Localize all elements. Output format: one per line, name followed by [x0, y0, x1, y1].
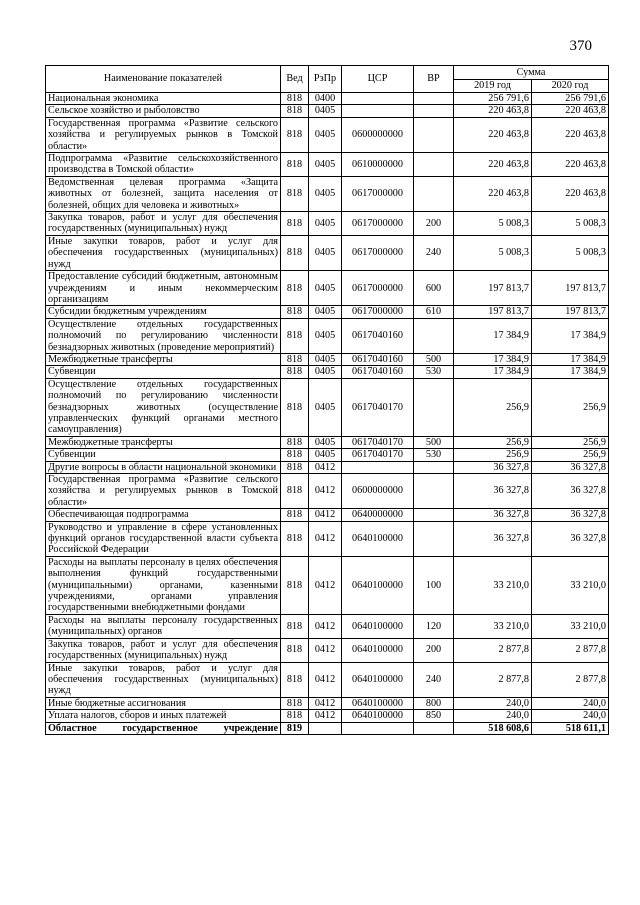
row-value-2020: 33 210,0 [532, 614, 609, 638]
row-value-2020: 17 384,9 [532, 366, 609, 378]
table-row [46, 521, 609, 556]
table-row [46, 436, 609, 448]
row-vr [414, 117, 454, 152]
table-row [46, 710, 609, 722]
table-row [46, 235, 609, 270]
row-ved: 818 [281, 235, 309, 270]
row-rzpr: 0412 [309, 638, 342, 662]
row-name: Закупка товаров, работ и услуг для обеспечения государственных (муниципальных) нужд [46, 638, 281, 662]
row-name: Иные закупки товаров, работ и услуг для обеспечения государственных (муниципальных) нужд [46, 235, 281, 270]
row-rzpr: 0412 [309, 521, 342, 556]
table-row [46, 271, 609, 306]
row-ved: 818 [281, 638, 309, 662]
row-rzpr: 0405 [309, 366, 342, 378]
row-csr: 0617000000 [342, 271, 414, 306]
row-name: Закупка товаров, работ и услуг для обеспечения государственных (муниципальных) нужд [46, 212, 281, 236]
row-csr: 0640100000 [342, 662, 414, 697]
row-ved: 818 [281, 509, 309, 521]
row-value-2020: 5 008,3 [532, 235, 609, 270]
table-row [46, 697, 609, 709]
row-csr: 0617040170 [342, 378, 414, 436]
row-name: Осуществление отдельных государственных полномочий по регулированию численности безнадзорных животных (проведение мероприятий) [46, 318, 281, 353]
row-rzpr: 0412 [309, 556, 342, 614]
row-csr: 0617000000 [342, 176, 414, 211]
row-vr: 600 [414, 271, 454, 306]
row-csr: 0617000000 [342, 235, 414, 270]
row-ved: 818 [281, 105, 309, 117]
row-vr [414, 509, 454, 521]
row-vr [414, 461, 454, 473]
header-2019: 2019 год [454, 80, 532, 93]
row-name: Расходы на выплаты персоналу государственных (муниципальных) органов [46, 614, 281, 638]
row-vr: 530 [414, 449, 454, 461]
row-name: Субвенции [46, 366, 281, 378]
row-value-2020: 197 813,7 [532, 306, 609, 318]
row-rzpr: 0412 [309, 509, 342, 521]
row-name: Иные закупки товаров, работ и услуг для обеспечения государственных (муниципальных) нужд [46, 662, 281, 697]
row-rzpr: 0405 [309, 235, 342, 270]
row-value-2019: 220 463,8 [454, 153, 532, 177]
table-row [46, 461, 609, 473]
row-value-2020: 220 463,8 [532, 117, 609, 152]
row-value-2019: 17 384,9 [454, 353, 532, 365]
row-vr: 500 [414, 436, 454, 448]
row-name: Государственная программа «Развитие сельского хозяйства и регулируемых рынков в Томской области» [46, 474, 281, 509]
row-csr: 0617000000 [342, 306, 414, 318]
row-name: Государственная программа «Развитие сельского хозяйства и регулируемых рынков в Томской области» [46, 117, 281, 152]
row-ved: 818 [281, 271, 309, 306]
table-row [46, 449, 609, 461]
row-value-2019: 36 327,8 [454, 461, 532, 473]
row-vr [414, 176, 454, 211]
row-vr: 100 [414, 556, 454, 614]
row-name: Субвенции [46, 449, 281, 461]
row-rzpr: 0405 [309, 153, 342, 177]
row-value-2020: 256 791,6 [532, 93, 609, 105]
row-ved: 818 [281, 710, 309, 722]
row-name: Подпрограмма «Развитие сельскохозяйственного производства в Томской области» [46, 153, 281, 177]
row-value-2019: 240,0 [454, 710, 532, 722]
row-value-2020: 17 384,9 [532, 353, 609, 365]
row-name: Межбюджетные трансферты [46, 436, 281, 448]
row-vr [414, 521, 454, 556]
row-ved: 819 [281, 722, 309, 734]
row-rzpr: 0405 [309, 176, 342, 211]
row-value-2020: 256,9 [532, 449, 609, 461]
table-row [46, 662, 609, 697]
row-value-2020: 256,9 [532, 436, 609, 448]
row-csr: 0617000000 [342, 212, 414, 236]
row-value-2019: 220 463,8 [454, 117, 532, 152]
row-ved: 818 [281, 318, 309, 353]
row-ved: 818 [281, 556, 309, 614]
row-value-2019: 36 327,8 [454, 474, 532, 509]
header-rzpr: РзПр [309, 66, 342, 93]
row-csr: 0617040170 [342, 436, 414, 448]
row-rzpr: 0405 [309, 212, 342, 236]
row-vr: 850 [414, 710, 454, 722]
row-csr: 0610000000 [342, 153, 414, 177]
row-name: Уплата налогов, сборов и иных платежей [46, 710, 281, 722]
row-vr: 240 [414, 235, 454, 270]
row-csr: 0640100000 [342, 697, 414, 709]
row-name: Предоставление субсидий бюджетным, автономным учреждениям и иным некоммерческим организациям [46, 271, 281, 306]
row-csr [342, 93, 414, 105]
table-row [46, 353, 609, 365]
page-number: 370 [569, 38, 592, 54]
row-value-2020: 240,0 [532, 697, 609, 709]
row-ved: 818 [281, 662, 309, 697]
table-row [46, 176, 609, 211]
row-vr: 530 [414, 366, 454, 378]
header-vr: ВР [414, 66, 454, 93]
row-value-2019: 36 327,8 [454, 521, 532, 556]
row-rzpr: 0412 [309, 697, 342, 709]
row-value-2019: 256,9 [454, 378, 532, 436]
row-vr [414, 722, 454, 734]
row-vr [414, 93, 454, 105]
row-vr [414, 378, 454, 436]
row-vr: 200 [414, 638, 454, 662]
row-name: Другие вопросы в области национальной экономики [46, 461, 281, 473]
row-ved: 818 [281, 366, 309, 378]
row-ved: 818 [281, 474, 309, 509]
header-sum: Сумма [454, 66, 609, 80]
header-csr: ЦСР [342, 66, 414, 93]
row-rzpr: 0405 [309, 449, 342, 461]
header-2020: 2020 год [532, 80, 609, 93]
table-row [46, 638, 609, 662]
row-value-2019: 197 813,7 [454, 306, 532, 318]
row-ved: 818 [281, 521, 309, 556]
row-name: Сельское хозяйство и рыболовство [46, 105, 281, 117]
row-value-2020: 17 384,9 [532, 318, 609, 353]
row-value-2019: 5 008,3 [454, 235, 532, 270]
row-value-2020: 220 463,8 [532, 105, 609, 117]
row-value-2019: 518 608,6 [454, 722, 532, 734]
row-value-2020: 33 210,0 [532, 556, 609, 614]
row-vr [414, 153, 454, 177]
row-ved: 818 [281, 697, 309, 709]
budget-table [45, 65, 609, 735]
row-value-2020: 240,0 [532, 710, 609, 722]
row-csr: 0640100000 [342, 710, 414, 722]
row-name: Областное государственное учреждение [46, 722, 281, 734]
row-value-2020: 2 877,8 [532, 638, 609, 662]
row-value-2020: 220 463,8 [532, 153, 609, 177]
row-rzpr: 0405 [309, 117, 342, 152]
row-value-2020: 36 327,8 [532, 509, 609, 521]
table-row [46, 318, 609, 353]
row-csr: 0617040170 [342, 449, 414, 461]
row-rzpr: 0405 [309, 353, 342, 365]
row-name: Субсидии бюджетным учреждениям [46, 306, 281, 318]
row-vr: 200 [414, 212, 454, 236]
row-csr: 0640100000 [342, 614, 414, 638]
row-value-2020: 2 877,8 [532, 662, 609, 697]
table-row [46, 378, 609, 436]
row-rzpr: 0412 [309, 614, 342, 638]
row-value-2019: 256,9 [454, 449, 532, 461]
row-value-2019: 5 008,3 [454, 212, 532, 236]
table-row [46, 117, 609, 152]
row-value-2019: 33 210,0 [454, 556, 532, 614]
row-csr [342, 722, 414, 734]
table-row [46, 722, 609, 734]
row-ved: 818 [281, 93, 309, 105]
table-row [46, 614, 609, 638]
row-csr: 0617040160 [342, 366, 414, 378]
header-name: Наименование показателей [46, 66, 281, 93]
row-rzpr: 0412 [309, 710, 342, 722]
table-row [46, 212, 609, 236]
row-ved: 818 [281, 436, 309, 448]
row-value-2019: 240,0 [454, 697, 532, 709]
row-name: Руководство и управление в сфере установленных функций органов государственной власти субъекта Российской Федерации [46, 521, 281, 556]
row-rzpr: 0405 [309, 318, 342, 353]
row-name: Межбюджетные трансферты [46, 353, 281, 365]
table-row [46, 93, 609, 105]
row-value-2019: 256,9 [454, 436, 532, 448]
row-value-2020: 518 611,1 [532, 722, 609, 734]
row-rzpr: 0405 [309, 306, 342, 318]
row-csr: 0640000000 [342, 509, 414, 521]
row-value-2020: 36 327,8 [532, 521, 609, 556]
row-value-2019: 2 877,8 [454, 662, 532, 697]
row-name: Расходы на выплаты персоналу в целях обеспечения выполнения функций государственными (муниципальными) органами, казенными учреждениями, органами управления государственными внебюджетными фондами [46, 556, 281, 614]
table-row [46, 366, 609, 378]
row-csr: 0640100000 [342, 556, 414, 614]
row-name: Иные бюджетные ассигнования [46, 697, 281, 709]
row-value-2019: 220 463,8 [454, 105, 532, 117]
table-row [46, 556, 609, 614]
row-ved: 818 [281, 378, 309, 436]
row-value-2020: 220 463,8 [532, 176, 609, 211]
row-ved: 818 [281, 153, 309, 177]
row-ved: 818 [281, 212, 309, 236]
row-csr: 0600000000 [342, 117, 414, 152]
row-rzpr: 0405 [309, 436, 342, 448]
row-csr: 0640100000 [342, 638, 414, 662]
row-vr: 500 [414, 353, 454, 365]
row-vr: 610 [414, 306, 454, 318]
row-value-2019: 256 791,6 [454, 93, 532, 105]
row-value-2019: 33 210,0 [454, 614, 532, 638]
table-row [46, 105, 609, 117]
row-name: Ведомственная целевая программа «Защита животных от болезней, защита населения от болезней, общих для человека и животных» [46, 176, 281, 211]
row-rzpr: 0405 [309, 105, 342, 117]
header-ved: Вед [281, 66, 309, 93]
row-vr [414, 474, 454, 509]
row-value-2020: 197 813,7 [532, 271, 609, 306]
row-rzpr: 0412 [309, 662, 342, 697]
row-value-2020: 36 327,8 [532, 474, 609, 509]
table-row [46, 474, 609, 509]
row-vr: 800 [414, 697, 454, 709]
row-ved: 818 [281, 449, 309, 461]
table-row [46, 153, 609, 177]
row-rzpr: 0400 [309, 93, 342, 105]
row-vr [414, 105, 454, 117]
row-rzpr: 0412 [309, 461, 342, 473]
row-ved: 818 [281, 461, 309, 473]
row-csr: 0617040160 [342, 353, 414, 365]
row-csr: 0617040160 [342, 318, 414, 353]
row-rzpr: 0412 [309, 474, 342, 509]
header-row [46, 66, 609, 80]
row-rzpr: 0405 [309, 271, 342, 306]
row-value-2019: 197 813,7 [454, 271, 532, 306]
row-ved: 818 [281, 306, 309, 318]
row-value-2019: 36 327,8 [454, 509, 532, 521]
table-body [46, 93, 609, 735]
row-vr: 240 [414, 662, 454, 697]
row-csr: 0600000000 [342, 474, 414, 509]
row-name: Национальная экономика [46, 93, 281, 105]
row-value-2020: 5 008,3 [532, 212, 609, 236]
row-value-2020: 36 327,8 [532, 461, 609, 473]
row-value-2019: 2 877,8 [454, 638, 532, 662]
row-vr [414, 318, 454, 353]
row-rzpr [309, 722, 342, 734]
row-rzpr: 0405 [309, 378, 342, 436]
row-value-2019: 17 384,9 [454, 318, 532, 353]
row-ved: 818 [281, 353, 309, 365]
table-row [46, 306, 609, 318]
row-csr [342, 461, 414, 473]
row-value-2019: 220 463,8 [454, 176, 532, 211]
row-ved: 818 [281, 176, 309, 211]
row-name: Осуществление отдельных государственных полномочий по регулированию численности безнадзорных животных (осуществление управленческих функций органами местного самоуправления) [46, 378, 281, 436]
row-value-2019: 17 384,9 [454, 366, 532, 378]
row-name: Обеспечивающая подпрограмма [46, 509, 281, 521]
row-value-2020: 256,9 [532, 378, 609, 436]
table-row [46, 509, 609, 521]
row-ved: 818 [281, 117, 309, 152]
row-csr [342, 105, 414, 117]
row-csr: 0640100000 [342, 521, 414, 556]
row-vr: 120 [414, 614, 454, 638]
row-ved: 818 [281, 614, 309, 638]
